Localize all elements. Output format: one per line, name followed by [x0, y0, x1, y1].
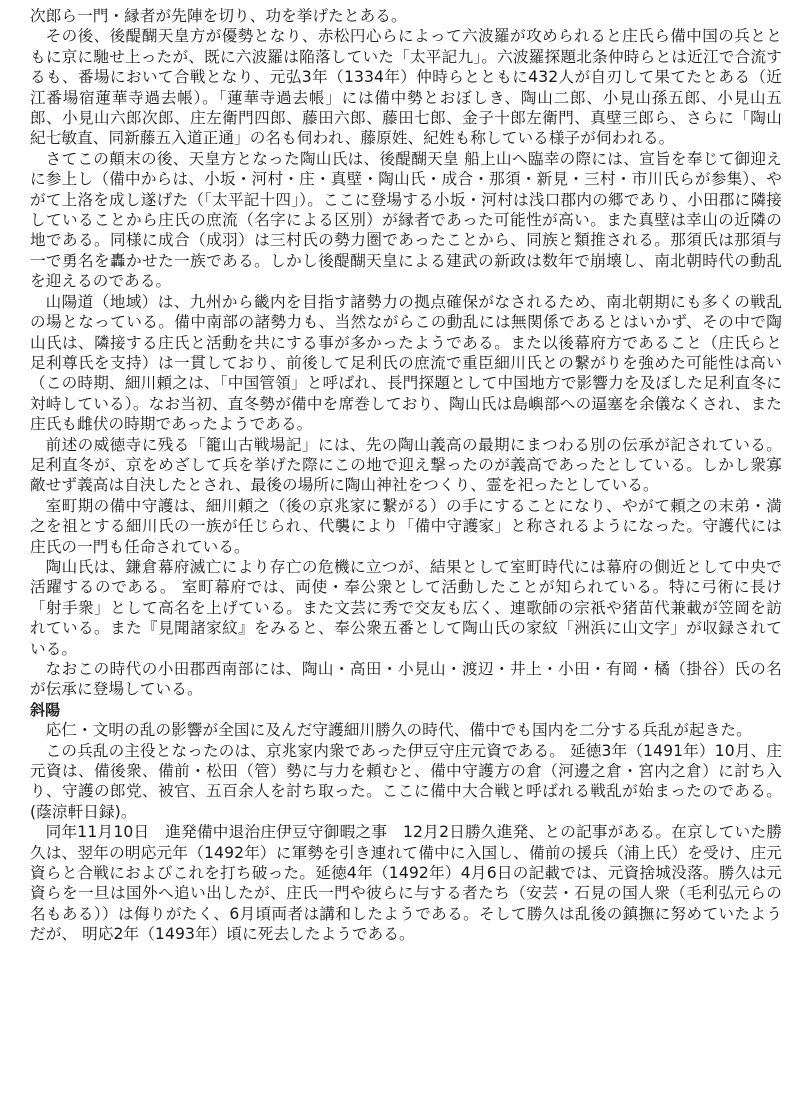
paragraph: 室町期の備中守護は、細川頼之（後の京兆家に繋がる）の手にすることになり、やがて頼之の末弟・満之を祖とする細川氏の一族が任じられ、代襲により「備中守護家」と称されるようになった。守護代には庄氏の一門も任命されている。: [30, 496, 782, 556]
paragraph: 次郎ら一門・縁者が先陣を切り、功を挙げたとある。: [30, 7, 407, 25]
paragraph: 同年11月10日 進発備中退治庄伊豆守御暇之事 12月2日勝久進発、との記事がある。在京していた勝久は、翌年の明応元年（1492年）に軍勢を引き連れて備中に入国し、備前の援兵（浦上氏）を受け、庄元資らと合戦におよびこれを打ち破った。延徳4年（1492年）4月6日の記載では、元資捨城没落。勝久は元資らを一旦は国外へ追い出したが、庄氏一門や彼らに与する者たち（安芸・石見の国人衆（毛利弘元らの名もある））は侮りがたく、6月頃両者は講和したようである。そして勝久は乱後の鎮撫に努めていたようだが、 明応2年（1493年）頃に死去したようである。: [30, 823, 782, 944]
paragraph: この兵乱の主役となったのは、京兆家内衆であった伊豆守庄元資である。 延徳3年（1491年）10月、庄元資は、備後衆、備前・松田（管）勢に与力を頼むと、備中守護方の倉（河邊之倉・宮内之倉）に討ち入り、守護の郎党、被官、五百余人を討ち取った。ここに備中大合戦と呼ばれる戦乱が始まったのである。(蔭涼軒日録)。: [30, 741, 782, 821]
section-heading: 斜陽: [30, 700, 61, 719]
paragraph: なおこの時代の小田郡西南部には、陶山・高田・小見山・渡辺・井上・小田・有岡・橘（掛谷）氏の名が伝承に登場している。: [30, 660, 782, 699]
document-page: [30, 6, 782, 945]
paragraph: その後、後醍醐天皇方が優勢となり、赤松円心らによって六波羅が攻められると庄氏ら備中国の兵とともに京に馳せ上ったが、既に六波羅は陥落していた「太平記九」。六波羅探題北条仲時らとは近江で合流するも、番場において合戦となり、元弘3年（1334年）仲時らとともに432人が自刃して果てたとある（近江番場宿蓮華寺過去帳）。「蓮華寺過去帳」には備中勢とおぼしき、陶山二郎、小見山孫五郎、小見山五郎、小見山六郎次郎、庄左衛門四郎、藤田六郎、藤田七郎、金子十郎左衛門、真壁三郎ら、さらに「陶山紀七敏直、同新藤五入道正通」の名も伺われ、藤原姓、紀姓も称している様子が伺われる。: [30, 27, 782, 148]
paragraph: 応仁・文明の乱の影響が全国に及んだ守護細川勝久の時代、備中でも国内を二分する兵乱が起きた。: [45, 721, 752, 740]
paragraph: 陶山氏は、鎌倉幕府滅亡により存亡の危機に立つが、結果として室町時代には幕府の側近として中央で活躍するのである。 室町幕府では、両使・奉公衆として活動したことが知られている。特に弓術に長け「射手衆」として高名を上げている。また文芸に秀で交友も広く、連歌師の宗祇や猪苗代兼載が笠岡を訪れている。また『見聞諸家紋』をみると、奉公衆五番として陶山氏の家紋「洲浜に山文字」が収録されている。: [30, 557, 782, 658]
paragraph: さてこの顛末の後、天皇方となった陶山氏は、後醍醐天皇 船上山へ臨幸の際には、宣旨を奉じて御迎えに参上し（備中からは、小坂・河村・庄・真壁・陶山氏・成合・那須・新見・三村・市川氏らが参集）、やがて上洛を成し遂げた（「太平記十四」）。ここに登場する小坂・河村は浅口郡内の郷であり、小田郡に隣接していることから庄氏の庶流（名字による区別）が縁者であった可能性が高い。また真壁は幸山の近隣の地である。同様に成合（成羽）は三村氏の勢力圏であったことから、同族と類推される。那須氏は那須与一で勇名を轟かせた一族である。しかし後醍醐天皇による建武の新政は数年で崩壊し、南北朝時代の動乱を迎えるのである。: [30, 149, 782, 291]
paragraph: 山陽道（地域）は、九州から畿内を目指す諸勢力の拠点確保がなされるため、南北朝期にも多くの戦乱の場となっている。備中南部の諸勢力も、当然ながらこの動乱には無関係であるとはいかず、その中で陶山氏は、隣接する庄氏と活動を共にする事が多かったようである。また以後幕府方であること（庄氏らと足利尊氏を支持）は一貫しており、前後して足利氏の庶流で重臣細川氏との繋がりを強めた可能性は高い（この時期、細川頼之は、「中国管領」と呼ばれ、長門探題として中国地方で影響力を及ぼした足利直冬に対峙している）。なお当初、直冬勢が備中を席巻しており、陶山氏は島嶼部への逼塞を余儀なくされ、また庄氏も雌伏の時期であったようである。: [30, 292, 782, 434]
paragraph: 前述の威徳寺に残る「籠山古戦場記」には、先の陶山義高の最期にまつわる別の伝承が記されている。足利直冬が、京をめざして兵を挙げた際にこの地で迎え撃ったのが義高であったとしている。しかし衆寡敵せず義高は自決したとされ、最後の場所に陶山神社をつくり、霊を祀ったとしている。: [30, 435, 782, 495]
